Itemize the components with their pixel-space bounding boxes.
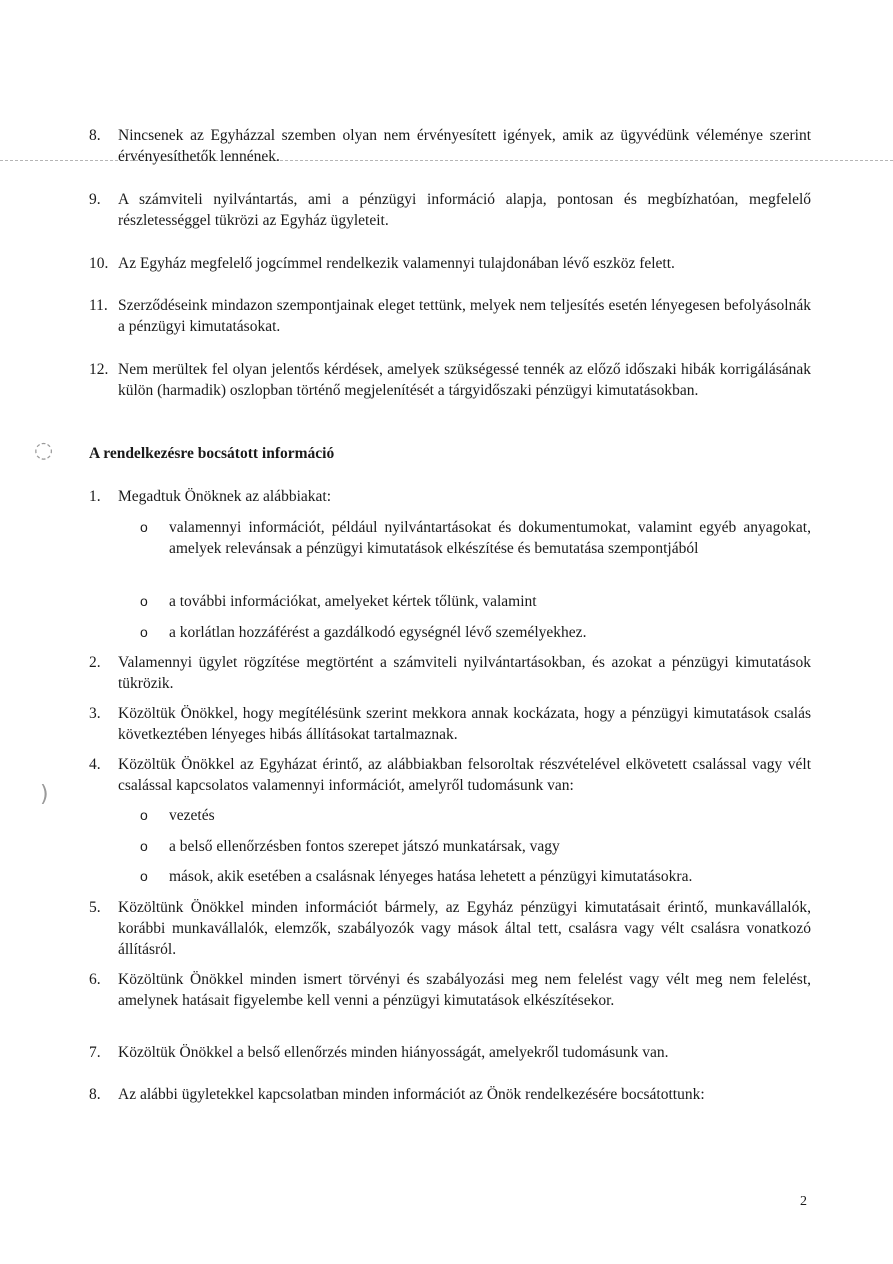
bullet-text: a további információkat, amelyeket kértek tőlünk, valamint	[169, 593, 537, 610]
list-item	[89, 125, 811, 167]
bullet-marker: o	[140, 838, 148, 854]
item-text: Közöltünk Önökkel minden ismert törvényi és szabályozási meg nem felelést vagy vélt meg nem felelést, amelynek hatásait figyelembe kell venni a pénzügyi kimutatások elkészítésekor.	[118, 971, 811, 1009]
bullet-item	[140, 866, 811, 887]
item-text: A számviteli nyilvántartás, ami a pénzügyi információ alapja, pontosan és megbízhatóan, megfelelő részletességgel tükrözi az Egyház ügyleteit.	[118, 191, 811, 229]
item-number: 1.	[89, 488, 101, 505]
list-item	[89, 486, 811, 507]
item-text: Szerződéseink mindazon szempontjainak eleget tettünk, melyek nem teljesítés esetén lényegesen befolyásolnák a pénzügyi kimutatásokat.	[118, 297, 811, 335]
bullet-marker: o	[140, 868, 148, 884]
list-item	[89, 359, 811, 401]
list-item	[89, 253, 811, 274]
bullet-marker: o	[140, 593, 148, 609]
list-item	[89, 897, 811, 960]
section-heading: A rendelkezésre bocsátott információ	[89, 445, 335, 462]
list-item	[89, 1084, 811, 1105]
item-number: 8.	[89, 127, 101, 144]
bullet-item	[140, 517, 811, 559]
item-text: Nem merültek fel olyan jelentős kérdések, amelyek szükségessé tennék az előző időszaki hibák korrigálásának külön (harmadik) oszlopban történő megjelenítését a tárgyidőszaki pénzügyi kimutatásokban.	[118, 361, 811, 399]
item-text: Valamennyi ügylet rögzítése megtörtént a számviteli nyilvántartásokban, és azokat a pénzügyi kimutatások tükrözik.	[118, 654, 811, 692]
list-item	[89, 652, 811, 694]
bullet-item	[140, 836, 811, 857]
list-item	[89, 1042, 811, 1063]
punch-hole-mark: ◌	[34, 438, 54, 463]
item-text: Nincsenek az Egyházzal szemben olyan nem érvényesített igények, amik az ügyvédünk véleménye szerint érvényesíthetők lennének.	[118, 127, 811, 165]
item-text: Megadtuk Önöknek az alábbiakat:	[118, 488, 332, 505]
bullet-text: mások, akik esetében a csalásnak lényeges hatása lehetett a pénzügyi kimutatásokra.	[169, 868, 693, 885]
punch-hole-mark: )	[40, 782, 49, 807]
item-text: Közöltük Önökkel a belső ellenőrzés minden hiányosságát, amelyekről tudomásunk van.	[118, 1044, 669, 1061]
list-item	[89, 189, 811, 231]
bullet-marker: o	[140, 807, 148, 823]
list-item	[89, 754, 811, 796]
item-number: 5.	[89, 899, 101, 916]
item-number: 3.	[89, 705, 101, 722]
list-item	[89, 969, 811, 1011]
item-number: 12.	[89, 361, 109, 378]
bullet-item	[140, 591, 811, 612]
bullet-text: a korlátlan hozzáférést a gazdálkodó egységnél lévő személyekhez.	[169, 624, 587, 641]
bullet-marker: o	[140, 624, 148, 640]
item-text: Közöltük Önökkel az Egyházat érintő, az alábbiakban felsoroltak részvételével elkövetett csalással vagy vélt csalással kapcsolatos valamennyi információt, amelyről tudomásunk van:	[118, 756, 811, 794]
item-number: 2.	[89, 654, 101, 671]
bullet-item	[140, 805, 811, 826]
bullet-marker: o	[140, 519, 148, 535]
bullet-text: valamennyi információt, például nyilvántartásokat és dokumentumokat, valamint egyéb anyagokat, amelyek relevánsak a pénzügyi kimutatások elkészítése és bemutatása szempontjából	[169, 519, 811, 557]
item-number: 11.	[89, 297, 108, 314]
bullet-item	[140, 622, 811, 643]
list-item	[89, 703, 811, 745]
item-text: Közöltük Önökkel, hogy megítélésünk szerint mekkora annak kockázata, hogy a pénzügyi kimutatások csalás következtében lényeges hibás állításokat tartalmaznak.	[118, 705, 811, 743]
bullet-text: vezetés	[169, 807, 215, 824]
item-number: 7.	[89, 1044, 101, 1061]
item-text: Az Egyház megfelelő jogcímmel rendelkezik valamennyi tulajdonában lévő eszköz felett.	[118, 255, 675, 272]
item-text: Közöltünk Önökkel minden információt bármely, az Egyház pénzügyi kimutatásait érintő, munkavállalók, korábbi munkavállalók, elemzők, szabályozók vagy mások által tett, csalásra vagy vélt csalásra vonatkozó állításról.	[118, 899, 811, 958]
item-number: 9.	[89, 191, 101, 208]
item-text: Az alábbi ügyletekkel kapcsolatban minden információt az Önök rendelkezésére bocsátottunk:	[118, 1086, 705, 1103]
list-item	[89, 295, 811, 337]
page-number: 2	[800, 1194, 807, 1209]
item-number: 8.	[89, 1086, 101, 1103]
item-number: 4.	[89, 756, 101, 773]
bullet-text: a belső ellenőrzésben fontos szerepet játszó munkatársak, vagy	[169, 838, 560, 855]
item-number: 10.	[89, 255, 109, 272]
item-number: 6.	[89, 971, 101, 988]
